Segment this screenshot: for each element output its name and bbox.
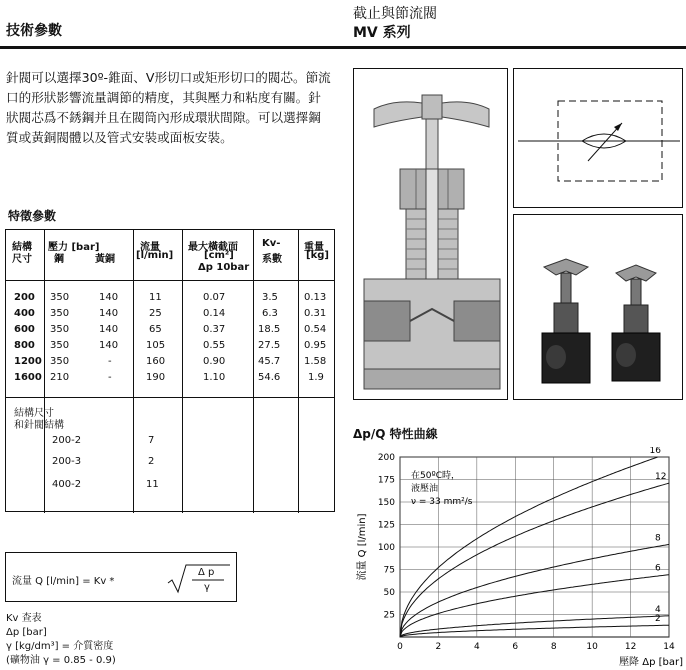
specs-table: 結構 尺寸 壓力 [bar] 鋼 黃銅 流量 [l/min] 最大橫截面 [cm²] Δp 10bar Kv- 系數 重量 [kg] 200 350 140 11 0.07 3.5 0.13 400 350 140 25 0.14 6.3 0.31 600 350 140 65 0.37 18.5 0.54 800 350 140 105 0.55 27.5 0.95 1200 350 - 160 0.90 45.7 1.58 1600 210 - 190 1.10 54.6 1.9 結構尺寸 和針閥結構 200-2 7 200-3 2 400-2 11 [5,229,335,512]
formula-lhs: 流量 Q [l/min] = Kv * [12,576,115,587]
chart-title: Δp/Q 特性曲線 [353,427,438,441]
formula-legend [6,612,116,668]
legend-line: (礦物油 γ = 0.85 - 0.9) [6,655,116,666]
intro-paragraph [6,68,346,148]
chart-grid [400,457,669,637]
chart-annotation-line: ν = 33 mm²/s [411,497,473,507]
header-weight-1: 重量 [304,242,324,253]
header-area-1: 最大橫截面 [188,242,238,253]
y-tick-label: 200 [377,453,395,463]
dp-q-chart [353,447,686,670]
y-tick-label: 175 [377,475,395,486]
formula-numerator: Δ p [198,567,215,578]
series-line-2 [400,625,669,637]
series-label-8: 8 [655,533,661,544]
series-label-12: 12 [655,472,667,483]
y-tick-label: 125 [377,520,395,531]
product-series: MV 系列 [353,25,411,41]
header-kv-2: 系數 [262,254,282,265]
y-tick-label: 75 [383,565,395,576]
subtable-title-1: 結構尺寸 [14,408,54,419]
header-pressure: 壓力 [bar] [48,242,100,253]
specs-title: 特徵參數 [8,209,57,223]
valve-product-photo [513,214,683,400]
x-tick-label: 0 [397,642,403,652]
header-brass: 黃銅 [95,254,115,265]
valve-cross-section-image [353,68,508,400]
chart-ylabel: 流量 Q [l/min] [357,513,368,581]
throttle-valve-symbol [513,68,683,208]
x-tick-label: 14 [663,642,675,652]
chart-xticks [397,642,675,652]
page-section-title: 技術參數 [6,23,62,39]
header-area-2: [cm²] [204,250,234,261]
chart-annotation-line: 在50ºC時， [411,471,460,481]
formula-denominator: γ [204,582,210,593]
series-label-2: 2 [655,614,661,625]
legend-line: Δp [bar] [6,627,47,638]
intro-line: 狀閥芯爲不銹鋼并且在閥筒內形成環狀間隙。可以選擇鋼 [6,110,321,125]
x-tick-label: 12 [624,642,637,652]
chart-yticks [378,453,395,621]
header-flow-1: 流量 [140,242,160,253]
chart-xlabel: 壓降 Δp [bar] [619,657,683,668]
series-line-6 [400,575,669,637]
legend-line: Kv 查表 [6,613,42,624]
header-size-1: 結構 [12,242,32,253]
product-title: 截止與節流閥 [353,6,437,22]
series-line-8 [400,544,669,637]
subtable-title-2: 和針閥結構 [14,420,64,431]
header-size-2: 尺寸 [12,254,32,265]
intro-line: 口的形狀影響流量調節的精度，其與壓力和粘度有關。針 [6,90,321,105]
x-tick-label: 2 [435,642,442,652]
y-tick-label: 150 [377,498,395,508]
intro-line: 質或黃銅閥體以及管式安裝或面板安裝。 [6,130,233,145]
y-tick-label: 25 [383,610,395,621]
header-kv-1: Kv- [262,238,281,249]
header-flow-2: [l/min] [136,250,174,261]
header-area-3: Δp 10bar [198,262,250,273]
series-label-16: 16 [649,447,661,457]
intro-line: 針閥可以選擇30º-錐面、V形切口或矩形切口的閥芯。節流 [6,70,331,85]
header-weight-2: [kg] [306,250,329,261]
header-steel: 鋼 [54,254,64,265]
x-tick-label: 4 [473,642,480,652]
series-label-6: 6 [655,563,661,574]
x-tick-label: 10 [586,642,598,652]
y-tick-label: 50 [383,588,395,598]
chart-annotation-line: 液壓油 [411,484,439,494]
chart-labels [649,447,666,624]
header-rule [0,46,686,49]
y-tick-label: 100 [377,543,395,553]
flow-formula [5,552,237,602]
x-tick-label: 8 [550,642,557,652]
legend-line: γ [kg/dm³] = 介質密度 [6,641,114,652]
x-tick-label: 6 [512,642,519,652]
series-label-4: 4 [655,604,661,615]
